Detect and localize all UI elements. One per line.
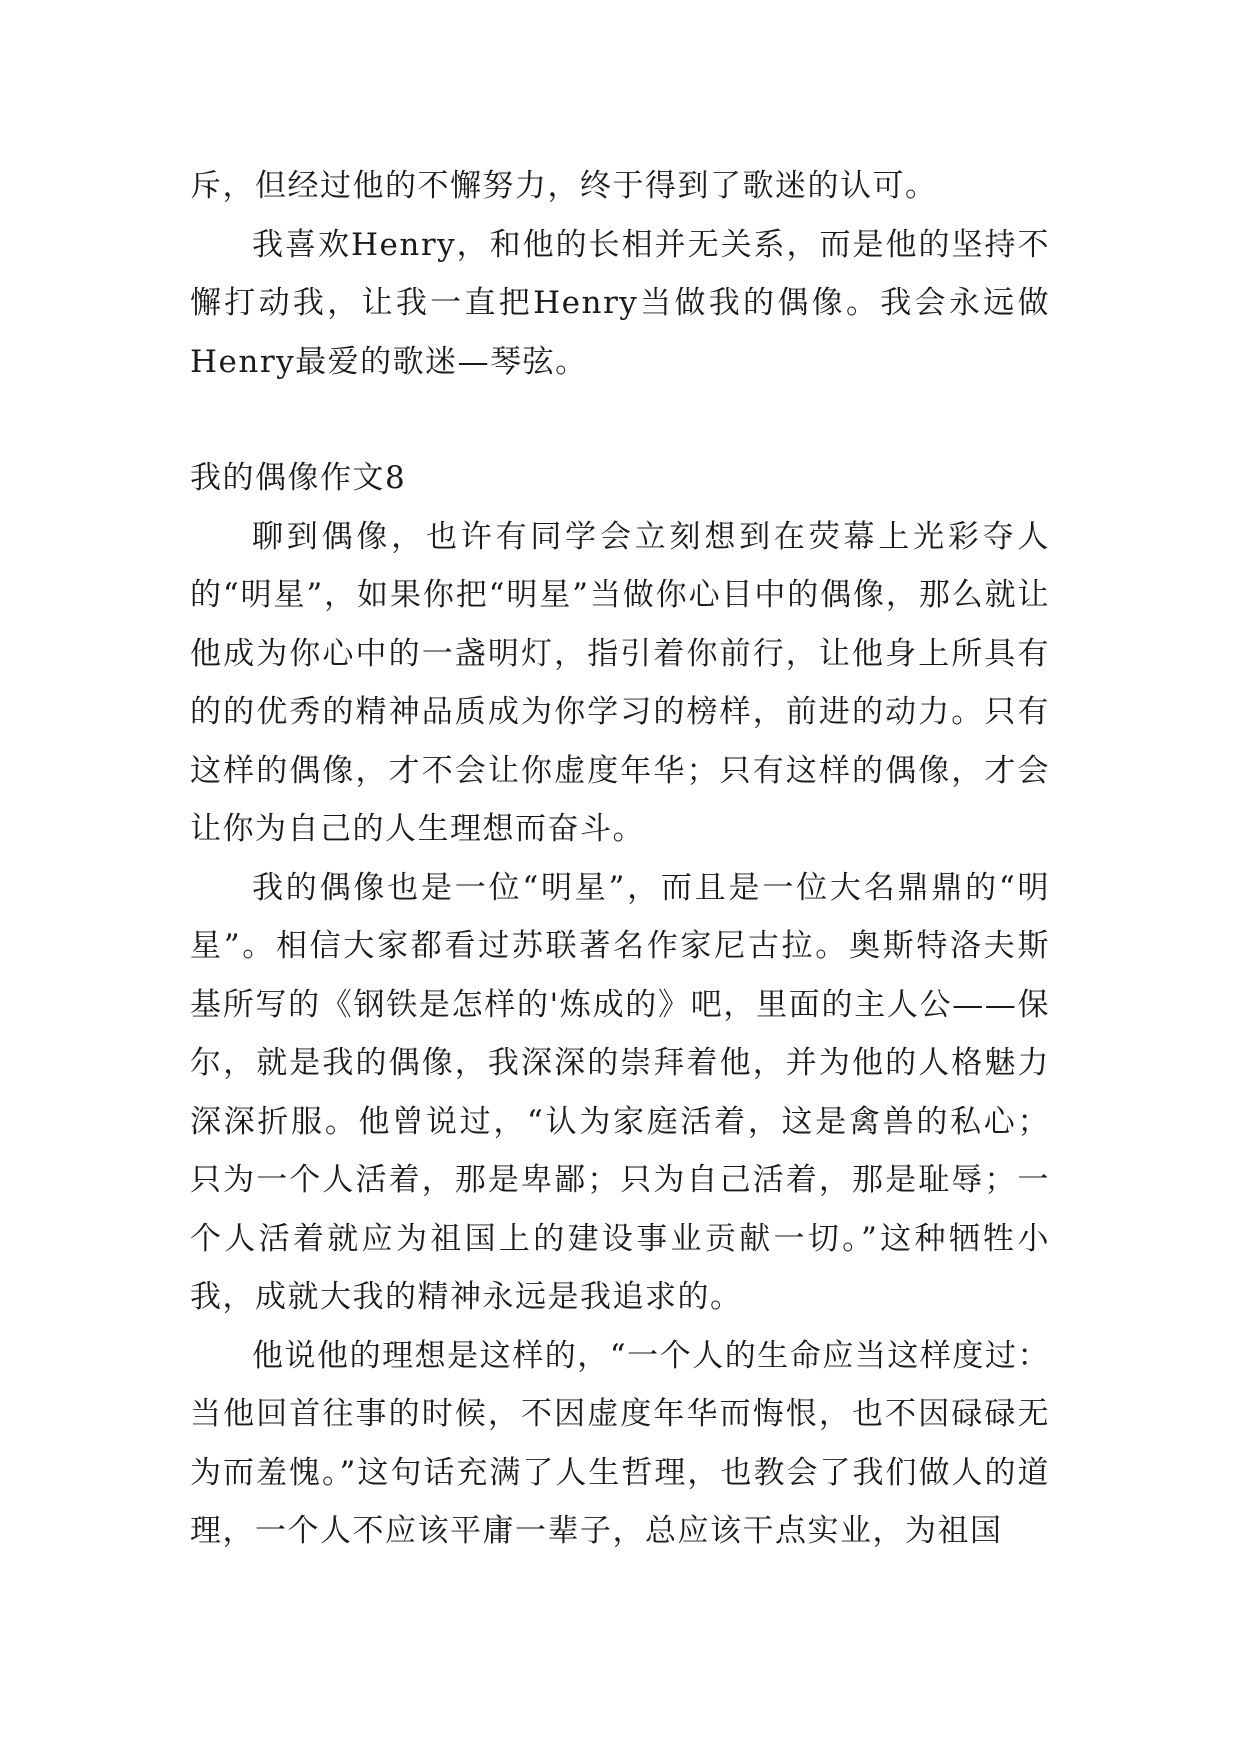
paragraph: 我喜欢Henry，和他的长相并无关系，而是他的坚持不懈打动我，让我一直把Henry当做我的偶像。我会永远做Henry最爱的歌迷—琴弦。 bbox=[190, 226, 1050, 380]
paragraph: 他说他的理想是这样的，“一个人的生命应当这样度过：当他回首往事的时候，不因虚度年华而悔恨，也不因碌碌无为而羞愧。”这句话充满了人生哲理，也教会了我们做人的道理，一个人不应该平庸一辈子，总应该干点实业，为祖国 bbox=[190, 1337, 1050, 1549]
document-body bbox=[190, 157, 1050, 1561]
paragraph-continued: 斥，但经过他的不懈努力，终于得到了歌迷的认可。 bbox=[190, 168, 938, 204]
paragraph: 聊到偶像，也许有同学会立刻想到在荧幕上光彩夺人的“明星”，如果你把“明星”当做你心目中的偶像，那么就让他成为你心中的一盏明灯，指引着你前行，让他身上所具有的的优秀的精神品质成为你学习的榜样，前进的动力。只有这样的偶像，才不会让你虚度年华；只有这样的偶像，才会让你为自己的人生理想而奋斗。 bbox=[190, 518, 1050, 847]
paragraph: 我的偶像也是一位“明星”，而且是一位大名鼎鼎的“明星”。相信大家都看过苏联著名作家尼古拉。奥斯特洛夫斯基所写的《钢铁是怎样的'炼成的》吧，里面的主人公——保尔，就是我的偶像，我深深的崇拜着他，并为他的人格魅力深深折服。他曾说过，“认为家庭活着，这是禽兽的私心；只为一个人活着，那是卑鄙；只为自己活着，那是耻辱；一个人活着就应为祖国上的建设事业贡献一切。”这种牺牲小我，成就大我的精神永远是我追求的。 bbox=[190, 869, 1050, 1315]
section-heading: 我的偶像作文8 bbox=[190, 460, 407, 496]
